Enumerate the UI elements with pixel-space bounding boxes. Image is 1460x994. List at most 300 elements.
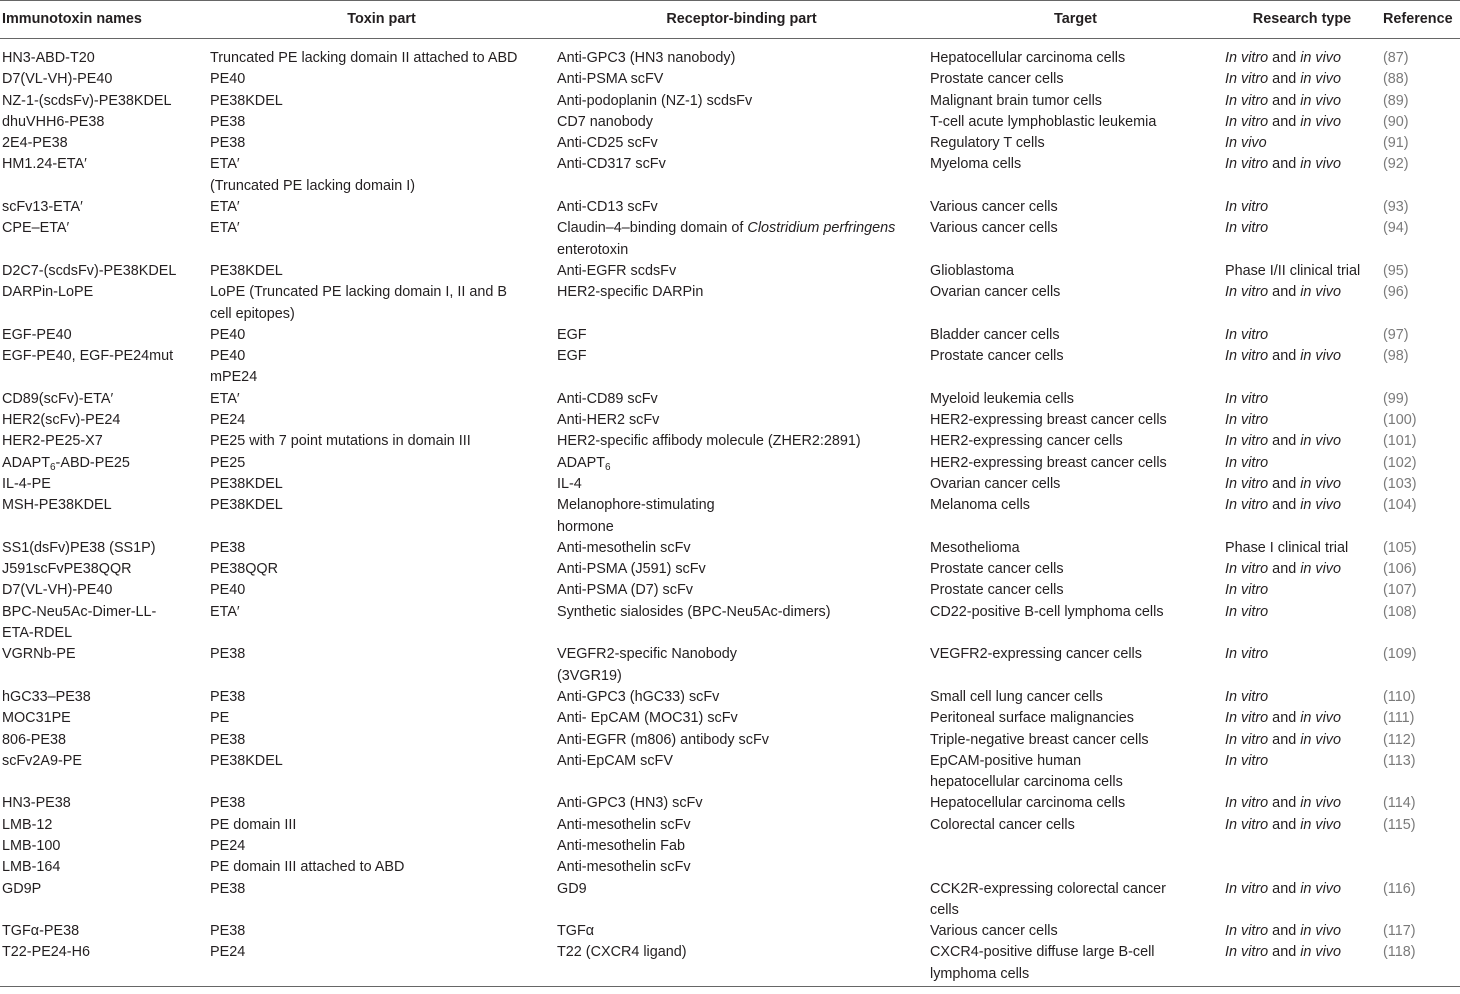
toxin-part-cell: [208, 687, 555, 708]
receptor-binding-part: IL-4: [557, 475, 582, 492]
table-row: [0, 261, 1460, 282]
reference-cell: [1381, 495, 1460, 538]
immunotoxin-name-cell: [0, 325, 208, 346]
research-in-vitro: In vitro: [1225, 497, 1269, 514]
table-row: [0, 793, 1460, 814]
research-in-v: In vitro: [1225, 688, 1269, 705]
target: Bladder cancer cells: [930, 326, 1060, 343]
target-continued: hepatocellular carcinoma cells: [930, 774, 1123, 791]
research-and: and: [1268, 880, 1301, 897]
receptor-binding-part: Anti-mesothelin scFv: [557, 816, 691, 833]
receptor-binding-part: Anti-HER2 scFv: [557, 412, 660, 429]
reference-cell: [1381, 69, 1460, 90]
immunotoxin-name: hGC33–PE38: [2, 688, 91, 705]
receptor-binding-part: Anti-CD13 scFv: [557, 199, 658, 216]
receptor-binding-part: EGF: [557, 348, 587, 365]
target: Various cancer cells: [930, 923, 1058, 940]
reference-cell: [1381, 91, 1460, 112]
receptor-binding-part: GD9: [557, 880, 587, 897]
research-type-cell: [1223, 431, 1381, 452]
reference-cell: [1381, 39, 1460, 70]
research-in-vitro: In vitro: [1225, 475, 1269, 492]
receptor-binding-cell: [555, 687, 928, 708]
target: Various cancer cells: [930, 199, 1058, 216]
reference-link: (103): [1383, 475, 1417, 492]
receptor-binding-cell: [555, 793, 928, 814]
research-type-cell: [1223, 453, 1381, 474]
research-in-vivo: in vivo: [1300, 284, 1341, 301]
research-type-cell: [1223, 580, 1381, 601]
target: Small cell lung cancer cells: [930, 688, 1103, 705]
research-type-value: [1225, 156, 1341, 172]
toxin-part: PE38: [210, 688, 246, 705]
target: Malignant brain tumor cells: [930, 92, 1102, 109]
research-type-cell: [1223, 602, 1381, 645]
research-and: and: [1268, 731, 1301, 748]
research-in-vitro: In vitro: [1225, 944, 1269, 961]
table-row: [0, 879, 1460, 922]
reference-cell: [1381, 708, 1460, 729]
receptor-binding-cell: [555, 751, 928, 794]
research-type-cell: [1223, 474, 1381, 495]
toxin-part: PE38KDEL: [210, 92, 283, 109]
research-in-vitro: In vitro: [1225, 113, 1269, 130]
receptor-binding-cell: [555, 538, 928, 559]
receptor-subscript: 6: [604, 461, 611, 473]
receptor-binding-part: Anti-podoplanin (NZ-1) scdsFv: [557, 92, 753, 109]
toxin-part-cell: [208, 751, 555, 794]
toxin-part-cell: [208, 133, 555, 154]
reference-cell: [1381, 793, 1460, 814]
immunotoxin-name-cell: [0, 389, 208, 410]
research-type-value: [1225, 71, 1341, 87]
toxin-part-cell: [208, 644, 555, 687]
reference-cell: [1381, 261, 1460, 282]
research-type-cell: [1223, 218, 1381, 261]
research-in-vivo: in vivo: [1300, 92, 1341, 109]
research-type-cell: [1223, 879, 1381, 922]
receptor-binding-part: Anti-mesothelin Fab: [557, 837, 685, 854]
research-in-v: In vitro: [1225, 582, 1269, 599]
target: Ovarian cancer cells: [930, 475, 1061, 492]
target-cell: [928, 453, 1223, 474]
toxin-part: PE24: [210, 412, 246, 429]
immunotoxin-name-cell: [0, 69, 208, 90]
target: VEGFR2-expressing cancer cells: [930, 646, 1142, 663]
toxin-part: PE38: [210, 113, 246, 130]
toxin-part-cell: [208, 282, 555, 325]
research-type-value: [1225, 646, 1268, 662]
immunotoxin-name: CD89(scFv)-ETA′: [2, 390, 114, 407]
research-and: and: [1268, 284, 1301, 301]
immunotoxin-name: DARPin-LoPE: [2, 284, 94, 301]
reference-link: (105): [1383, 539, 1417, 556]
receptor-binding-cell: [555, 580, 928, 601]
reference-link: (117): [1383, 923, 1416, 940]
toxin-part: PE40: [210, 348, 246, 365]
research-type-cell: [1223, 112, 1381, 133]
target-cell: [928, 942, 1223, 986]
toxin-part-cell: [208, 39, 555, 70]
receptor-binding-part: HER2-specific DARPin: [557, 284, 704, 301]
immunotoxin-name: EGF-PE40, EGF-PE24mut: [2, 348, 174, 365]
research-type-value: [1225, 795, 1341, 811]
research-in-vitro: In vitro: [1225, 731, 1269, 748]
receptor-binding-part: VEGFR2-specific Nanobody: [557, 646, 737, 663]
toxin-part-cell: [208, 921, 555, 942]
reference-cell: [1381, 538, 1460, 559]
toxin-part: ETA′: [210, 220, 240, 237]
research-type-value: Phase I/II clinical trial: [1225, 262, 1361, 279]
immunotoxin-name-cell: [0, 133, 208, 154]
research-in-vitro: In vitro: [1225, 50, 1269, 66]
toxin-part: PE25: [210, 454, 246, 471]
research-type-cell: [1223, 815, 1381, 836]
research-type-value: [1225, 710, 1341, 726]
immunotoxin-name-cell: [0, 474, 208, 495]
research-type-value: [1225, 455, 1268, 471]
receptor-binding-cell: [555, 857, 928, 878]
immunotoxin-name: scFv13-ETA′: [2, 199, 83, 216]
immunotoxin-name: LMB-12: [2, 816, 53, 833]
research-type-cell: [1223, 857, 1381, 878]
immunotoxin-name-cell: [0, 730, 208, 751]
immunotoxin-name-cell: [0, 815, 208, 836]
immunotoxin-name-cell: [0, 431, 208, 452]
toxin-part: ETA′: [210, 156, 240, 173]
research-in-v: In vitro: [1225, 603, 1269, 620]
table-row: [0, 602, 1460, 645]
target-cell: [928, 91, 1223, 112]
research-type-cell: [1223, 197, 1381, 218]
research-and: and: [1268, 795, 1301, 812]
toxin-part: PE40: [210, 326, 246, 343]
reference-link: (109): [1383, 646, 1417, 663]
reference-cell: [1381, 325, 1460, 346]
research-type-cell: [1223, 644, 1381, 687]
reference-link: (107): [1383, 582, 1417, 599]
research-in-vitro: In vitro: [1225, 795, 1269, 812]
research-in-vitro: In vitro: [1225, 433, 1269, 450]
toxin-part: PE38KDEL: [210, 497, 283, 514]
receptor-binding-continued: (3VGR19): [557, 667, 622, 684]
target: T-cell acute lymphoblastic leukemia: [930, 113, 1157, 130]
research-in-vivo: in vivo: [1300, 348, 1341, 365]
research-type-value: [1225, 689, 1268, 705]
target-cell: [928, 69, 1223, 90]
target-cell: [928, 921, 1223, 942]
target: Prostate cancer cells: [930, 348, 1064, 365]
reference-link: (101): [1383, 433, 1417, 450]
table-row: [0, 218, 1460, 261]
research-in-vitro: In vitro: [1225, 880, 1269, 897]
toxin-part: PE38: [210, 646, 246, 663]
reference-cell: [1381, 431, 1460, 452]
table-row: [0, 580, 1460, 601]
toxin-part-cell: [208, 474, 555, 495]
reference-link: (112): [1383, 731, 1416, 748]
research-type-cell: [1223, 559, 1381, 580]
receptor-binding-part: Anti-mesothelin scFv: [557, 539, 691, 556]
immunotoxin-name-cell: [0, 197, 208, 218]
research-in-vivo: in vivo: [1300, 156, 1341, 173]
target-cell: [928, 218, 1223, 261]
research-in-v: In vitro: [1225, 646, 1269, 663]
target: Colorectal cancer cells: [930, 816, 1075, 833]
research-type-value: [1225, 433, 1341, 449]
immunotoxin-name: D7(VL-VH)-PE40: [2, 582, 113, 599]
toxin-part: PE38: [210, 135, 246, 152]
immunotoxin-name-cell: [0, 495, 208, 538]
toxin-part: PE38KDEL: [210, 752, 283, 769]
immunotoxin-name: [2, 453, 206, 474]
reference-cell: [1381, 559, 1460, 580]
receptor-binding-cell: [555, 325, 928, 346]
receptor-binding-cell: [555, 261, 928, 282]
receptor-binding-part: HER2-specific affibody molecule (ZHER2:2891): [557, 433, 861, 450]
immunotoxin-name-cell: [0, 538, 208, 559]
toxin-part-cell: [208, 730, 555, 751]
research-type-value: [1225, 284, 1341, 300]
reference-link: (116): [1383, 880, 1416, 897]
target-cell: [928, 793, 1223, 814]
table-row: [0, 112, 1460, 133]
research-and: and: [1268, 50, 1301, 66]
reference-cell: [1381, 218, 1460, 261]
immunotoxin-name-cell: [0, 836, 208, 857]
research-type-value: [1225, 220, 1268, 236]
reference-cell: [1381, 687, 1460, 708]
receptor-binding-continued: hormone: [557, 518, 614, 535]
research-type-value: [1225, 93, 1341, 109]
immunotoxin-name: CPE–ETA′: [2, 220, 70, 237]
research-type-cell: [1223, 39, 1381, 70]
receptor-species: Clostridium perfringens: [747, 220, 896, 237]
receptor-binding-cell: [555, 453, 928, 474]
research-type-cell: [1223, 538, 1381, 559]
receptor-binding-cell: [555, 559, 928, 580]
immunotoxin-name-cell: [0, 282, 208, 325]
table-row: [0, 410, 1460, 431]
immunotoxin-name: HM1.24-ETA′: [2, 156, 87, 173]
target: Prostate cancer cells: [930, 582, 1064, 599]
immunotoxin-name-cell: [0, 751, 208, 794]
reference-link: (110): [1383, 688, 1416, 705]
toxin-part-cell: [208, 879, 555, 922]
receptor-binding-cell: [555, 431, 928, 452]
research-in-vivo: in vivo: [1300, 475, 1341, 492]
receptor-binding-cell: [555, 730, 928, 751]
immunotoxin-name-cell: [0, 559, 208, 580]
target: Myeloid leukemia cells: [930, 390, 1074, 407]
target: Prostate cancer cells: [930, 561, 1064, 578]
research-type-cell: [1223, 687, 1381, 708]
immunotoxin-name-cell: [0, 921, 208, 942]
toxin-part-cell: [208, 602, 555, 645]
target-cell: [928, 346, 1223, 389]
table-row: [0, 325, 1460, 346]
research-type-value: [1225, 604, 1268, 620]
immunotoxin-name: 2E4-PE38: [2, 135, 68, 152]
research-type-cell: [1223, 942, 1381, 986]
research-type-cell: [1223, 69, 1381, 90]
research-type-cell: [1223, 751, 1381, 794]
research-type-value: [1225, 497, 1341, 513]
immunotoxin-name: T22-PE24-H6: [2, 944, 90, 961]
receptor-binding-part: [557, 453, 926, 474]
toxin-part-cell: [208, 410, 555, 431]
toxin-part-cell: [208, 261, 555, 282]
receptor-binding-cell: [555, 644, 928, 687]
receptor-binding-part: Anti-PSMA (D7) scFv: [557, 582, 693, 599]
table-row: [0, 730, 1460, 751]
toxin-part-continued: cell epitopes): [210, 305, 295, 322]
toxin-part-cell: [208, 942, 555, 986]
target-cell: [928, 133, 1223, 154]
receptor-binding-cell: [555, 942, 928, 986]
table-header: [0, 1, 1460, 39]
research-type-cell: [1223, 261, 1381, 282]
target: EpCAM-positive human: [930, 752, 1082, 769]
toxin-part-cell: [208, 197, 555, 218]
table-row: [0, 708, 1460, 729]
research-in-vivo: in vivo: [1300, 795, 1341, 812]
toxin-part: PE25 with 7 point mutations in domain III: [210, 433, 471, 450]
reference-link: (88): [1383, 71, 1409, 88]
research-in-vitro: In vitro: [1225, 156, 1269, 173]
receptor-binding-cell: [555, 133, 928, 154]
research-in-vivo: in vivo: [1300, 880, 1341, 897]
reference-cell: [1381, 389, 1460, 410]
research-type-cell: [1223, 708, 1381, 729]
research-type-value: [1225, 582, 1268, 598]
research-in-vitro: In vitro: [1225, 710, 1269, 727]
immunotoxin-name: scFv2A9-PE: [2, 752, 82, 769]
immunotoxin-name: LMB-100: [2, 837, 61, 854]
research-in-v: In vitro: [1225, 220, 1269, 237]
toxin-part-cell: [208, 559, 555, 580]
target-cell: [928, 559, 1223, 580]
toxin-part-cell: [208, 836, 555, 857]
toxin-part-cell: [208, 793, 555, 814]
immunotoxin-name-cell: [0, 644, 208, 687]
reference-cell: [1381, 857, 1460, 878]
target-cell: [928, 602, 1223, 645]
reference-link: (92): [1383, 156, 1409, 173]
receptor-binding-part: Synthetic sialosides (BPC-Neu5Ac-dimers): [557, 603, 831, 620]
research-type-value: [1225, 753, 1268, 769]
receptor-binding-cell: [555, 879, 928, 922]
receptor-binding-cell: [555, 389, 928, 410]
research-and: and: [1268, 710, 1301, 727]
toxin-part-continued: (Truncated PE lacking domain I): [210, 177, 416, 194]
table-row: [0, 197, 1460, 218]
research-in-vivo: in vivo: [1300, 731, 1341, 748]
target-cell: [928, 261, 1223, 282]
research-type-cell: [1223, 410, 1381, 431]
research-and: and: [1268, 92, 1301, 109]
target-cell: [928, 389, 1223, 410]
table-row: [0, 91, 1460, 112]
toxin-part: PE38QQR: [210, 561, 278, 578]
reference-link: (102): [1383, 454, 1417, 471]
target: Hepatocellular carcinoma cells: [930, 50, 1126, 66]
target-cell: [928, 538, 1223, 559]
toxin-part-cell: [208, 857, 555, 878]
reference-cell: [1381, 879, 1460, 922]
table-row: [0, 644, 1460, 687]
target-cell: [928, 730, 1223, 751]
research-in-vitro: In vitro: [1225, 92, 1269, 109]
receptor-binding-part: T22 (CXCR4 ligand): [557, 944, 687, 961]
header-toxin-part: Toxin part: [208, 1, 555, 39]
receptor-binding-part: Anti-mesothelin scFv: [557, 859, 691, 876]
research-type-value: [1225, 114, 1341, 130]
toxin-part-cell: [208, 154, 555, 197]
receptor-binding-part: Anti-GPC3 (HN3) scFv: [557, 795, 703, 812]
research-in-v: In vitro: [1225, 326, 1269, 343]
immunotoxin-name-cell: [0, 708, 208, 729]
reference-cell: [1381, 836, 1460, 857]
toxin-part-cell: [208, 708, 555, 729]
toxin-part: PE38KDEL: [210, 262, 283, 279]
reference-link: (90): [1383, 113, 1409, 130]
table-row: [0, 559, 1460, 580]
research-type-value: [1225, 881, 1341, 897]
reference-cell: [1381, 644, 1460, 687]
target-continued: lymphoma cells: [930, 965, 1030, 982]
research-in-vivo: in vivo: [1300, 944, 1341, 961]
immunotoxin-name-subscript: 6: [49, 461, 56, 473]
toxin-part: PE domain III: [210, 816, 297, 833]
research-in-vitro: In vitro: [1225, 71, 1269, 88]
research-in-vivo: in vivo: [1300, 710, 1341, 727]
receptor-binding-part: Anti-PSMA (J591) scFv: [557, 561, 706, 578]
immunotoxin-name: GD9P: [2, 880, 42, 897]
reference-link: (91): [1383, 135, 1409, 152]
research-and: and: [1268, 348, 1301, 365]
receptor-binding-cell: [555, 708, 928, 729]
receptor-binding-part: Anti-EGFR (m806) antibody scFv: [557, 731, 769, 748]
immunotoxin-name-cell: [0, 879, 208, 922]
reference-link: (100): [1383, 412, 1417, 429]
immunotoxin-name: dhuVHH6-PE38: [2, 113, 105, 130]
immunotoxin-name-cell: [0, 687, 208, 708]
toxin-part: PE domain III attached to ABD: [210, 859, 405, 876]
research-type-cell: [1223, 91, 1381, 112]
immunotoxin-name: HER2-PE25-X7: [2, 433, 103, 450]
receptor-binding-cell: [555, 154, 928, 197]
target-cell: [928, 197, 1223, 218]
immunotoxin-name: EGF-PE40: [2, 326, 72, 343]
immunotoxin-name-part: -ABD-PE25: [55, 454, 130, 471]
target: Hepatocellular carcinoma cells: [930, 795, 1126, 812]
receptor-binding-part: Anti-CD317 scFv: [557, 156, 666, 173]
target: CCK2R-expressing colorectal cancer: [930, 880, 1166, 897]
reference-link: (87): [1383, 50, 1409, 66]
reference-cell: [1381, 730, 1460, 751]
research-in-vivo: in vivo: [1300, 497, 1341, 514]
immunotoxin-name-cell: [0, 346, 208, 389]
research-type-cell: [1223, 282, 1381, 325]
immunotoxin-name-cell: [0, 112, 208, 133]
toxin-part: PE40: [210, 582, 246, 599]
research-type-cell: [1223, 730, 1381, 751]
receptor-binding-cell: [555, 39, 928, 70]
immunotoxin-name-cell: [0, 154, 208, 197]
receptor-binding-part: Anti-GPC3 (hGC33) scFv: [557, 688, 720, 705]
immunotoxin-name-cell: [0, 218, 208, 261]
